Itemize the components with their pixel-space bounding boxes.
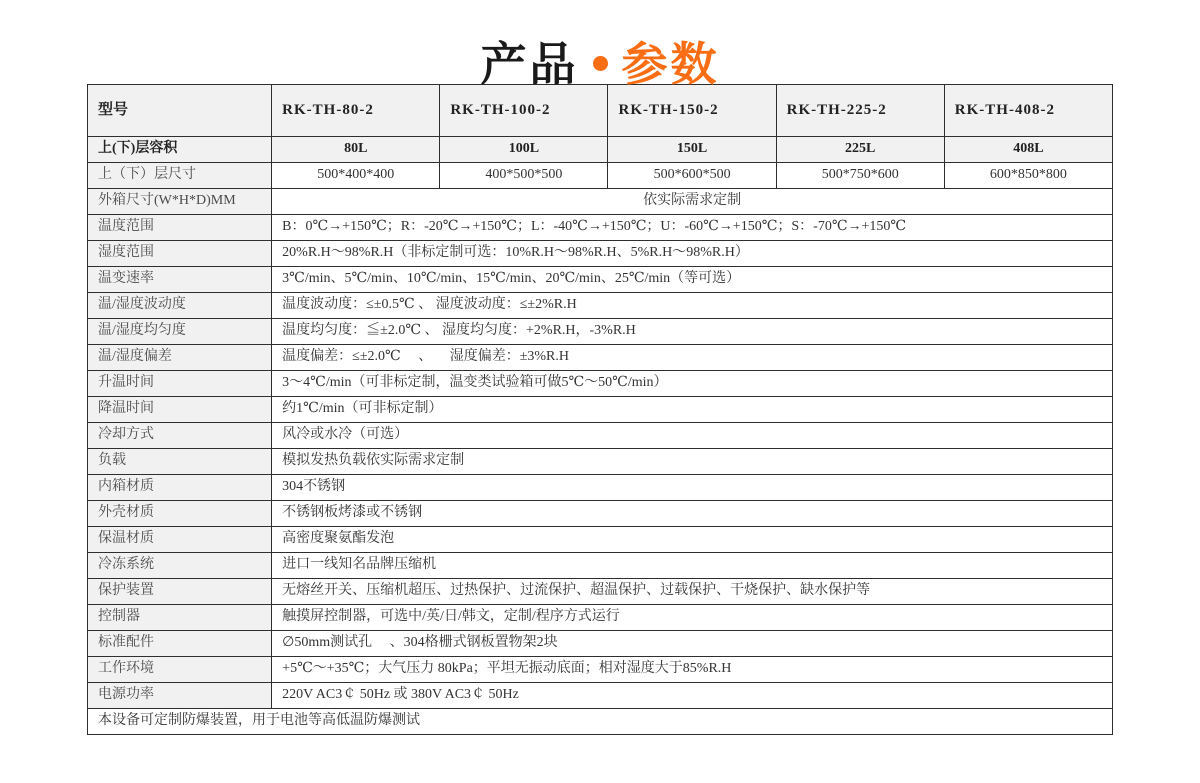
bullet-dot-icon [593,56,608,71]
row-label: 温度范围 [88,215,272,241]
capacity-value: 100L [440,137,608,163]
row-label: 温变速率 [88,267,272,293]
row-label: 温/湿度均匀度 [88,319,272,345]
row-label: 外箱尺寸(W*H*D)MM [88,189,272,215]
row-label: 控制器 [88,605,272,631]
spec-row-outer-size [88,189,1113,215]
spec-row-insulation [88,527,1113,553]
header-label: 型号 [88,85,272,137]
row-label: 标准配件 [88,631,272,657]
capacity-value: 408L [944,137,1112,163]
capacity-value: 80L [272,137,440,163]
row-label: 温/湿度波动度 [88,293,272,319]
row-value: 温度波动度：≤±0.5℃ 、 湿度波动度：≤±2%R.H [272,293,1113,319]
row-value: 220V AC3￠ 50Hz 或 380V AC3￠ 50Hz [272,683,1113,709]
row-label: 温/湿度偏差 [88,345,272,371]
row-value: 依实际需求定制 [272,189,1113,215]
size-value: 500*750*600 [776,163,944,189]
row-value: 模拟发热负载依实际需求定制 [272,449,1113,475]
spec-row-accessories [88,631,1113,657]
row-label: 保护装置 [88,579,272,605]
row-value: 温度偏差：≤±2.0℃ 、 湿度偏差：±3%R.H [272,345,1113,371]
spec-row-controller [88,605,1113,631]
row-value: +5℃～+35℃；大气压力 80kPa；平坦无振动底面；相对湿度大于85%R.H [272,657,1113,683]
model-name: RK-TH-408-2 [944,85,1112,137]
row-value: 约1℃/min（可非标定制） [272,397,1113,423]
spec-row-power [88,683,1113,709]
row-value: 20%R.H～98%R.H（非标定制可选：10%R.H～98%R.H、5%R.H～98%R.H） [272,241,1113,267]
row-label: 上（下）层尺寸 [88,163,272,189]
model-name: RK-TH-80-2 [272,85,440,137]
row-label: 外壳材质 [88,501,272,527]
spec-row-humidity-range [88,241,1113,267]
capacity-row [88,137,1113,163]
row-value: 不锈钢板烤漆或不锈钢 [272,501,1113,527]
row-label: 保温材质 [88,527,272,553]
row-value: 触摸屏控制器，可选中/英/日/韩文，定制/程序方式运行 [272,605,1113,631]
spec-row-load [88,449,1113,475]
row-label: 负载 [88,449,272,475]
spec-row-fluctuation [88,293,1113,319]
spec-row-refrigeration [88,553,1113,579]
model-name: RK-TH-150-2 [608,85,776,137]
size-value: 500*400*400 [272,163,440,189]
row-label: 上(下)层容积 [88,137,272,163]
row-value: 3～4℃/min（可非标定制，温变类试验箱可做5℃～50℃/min） [272,371,1113,397]
spec-row-cooling-method [88,423,1113,449]
row-label: 工作环境 [88,657,272,683]
row-label: 冷却方式 [88,423,272,449]
title-product: 产品 [480,38,579,90]
model-name: RK-TH-100-2 [440,85,608,137]
page-title [0,0,1200,90]
title-params: 参数 [621,38,720,90]
row-value: 风冷或水冷（可选） [272,423,1113,449]
size-value: 600*850*800 [944,163,1112,189]
spec-row-protection [88,579,1113,605]
spec-row-temp-range [88,215,1113,241]
size-value: 500*600*500 [608,163,776,189]
spec-row-heating-time [88,371,1113,397]
row-label: 冷冻系统 [88,553,272,579]
row-value: 进口一线知名品牌压缩机 [272,553,1113,579]
row-value: 无熔丝开关、压缩机超压、过热保护、过流保护、超温保护、过载保护、干烧保护、缺水保护等 [272,579,1113,605]
spec-row-uniformity [88,319,1113,345]
row-label: 湿度范围 [88,241,272,267]
row-value: 3℃/min、5℃/min、10℃/min、15℃/min、20℃/min、25℃/min（等可选） [272,267,1113,293]
row-value: 304不锈钢 [272,475,1113,501]
row-label: 升温时间 [88,371,272,397]
product-spec-table [87,84,1113,735]
row-value: B：0℃→+150℃；R：-20℃→+150℃；L：-40℃→+150℃；U：-60℃→+150℃；S：-70℃→+150℃ [272,215,1113,241]
row-label: 降温时间 [88,397,272,423]
spec-row-cooling-time [88,397,1113,423]
size-row [88,163,1113,189]
spec-row-shell-material [88,501,1113,527]
row-label: 内箱材质 [88,475,272,501]
row-value: 温度均匀度：≦±2.0℃ 、 湿度均匀度：+2%R.H，-3%R.H [272,319,1113,345]
capacity-value: 150L [608,137,776,163]
spec-row-deviation [88,345,1113,371]
footer-note: 本设备可定制防爆装置，用于电池等高低温防爆测试 [88,709,1113,735]
row-label: 电源功率 [88,683,272,709]
spec-row-inner-material [88,475,1113,501]
footer-row [88,709,1113,735]
spec-row-temp-change-rate [88,267,1113,293]
capacity-value: 225L [776,137,944,163]
row-value: ∅50mm测试孔 、304格栅式钢板置物架2块 [272,631,1113,657]
spec-row-working-env [88,657,1113,683]
size-value: 400*500*500 [440,163,608,189]
model-name: RK-TH-225-2 [776,85,944,137]
row-value: 高密度聚氨酯发泡 [272,527,1113,553]
